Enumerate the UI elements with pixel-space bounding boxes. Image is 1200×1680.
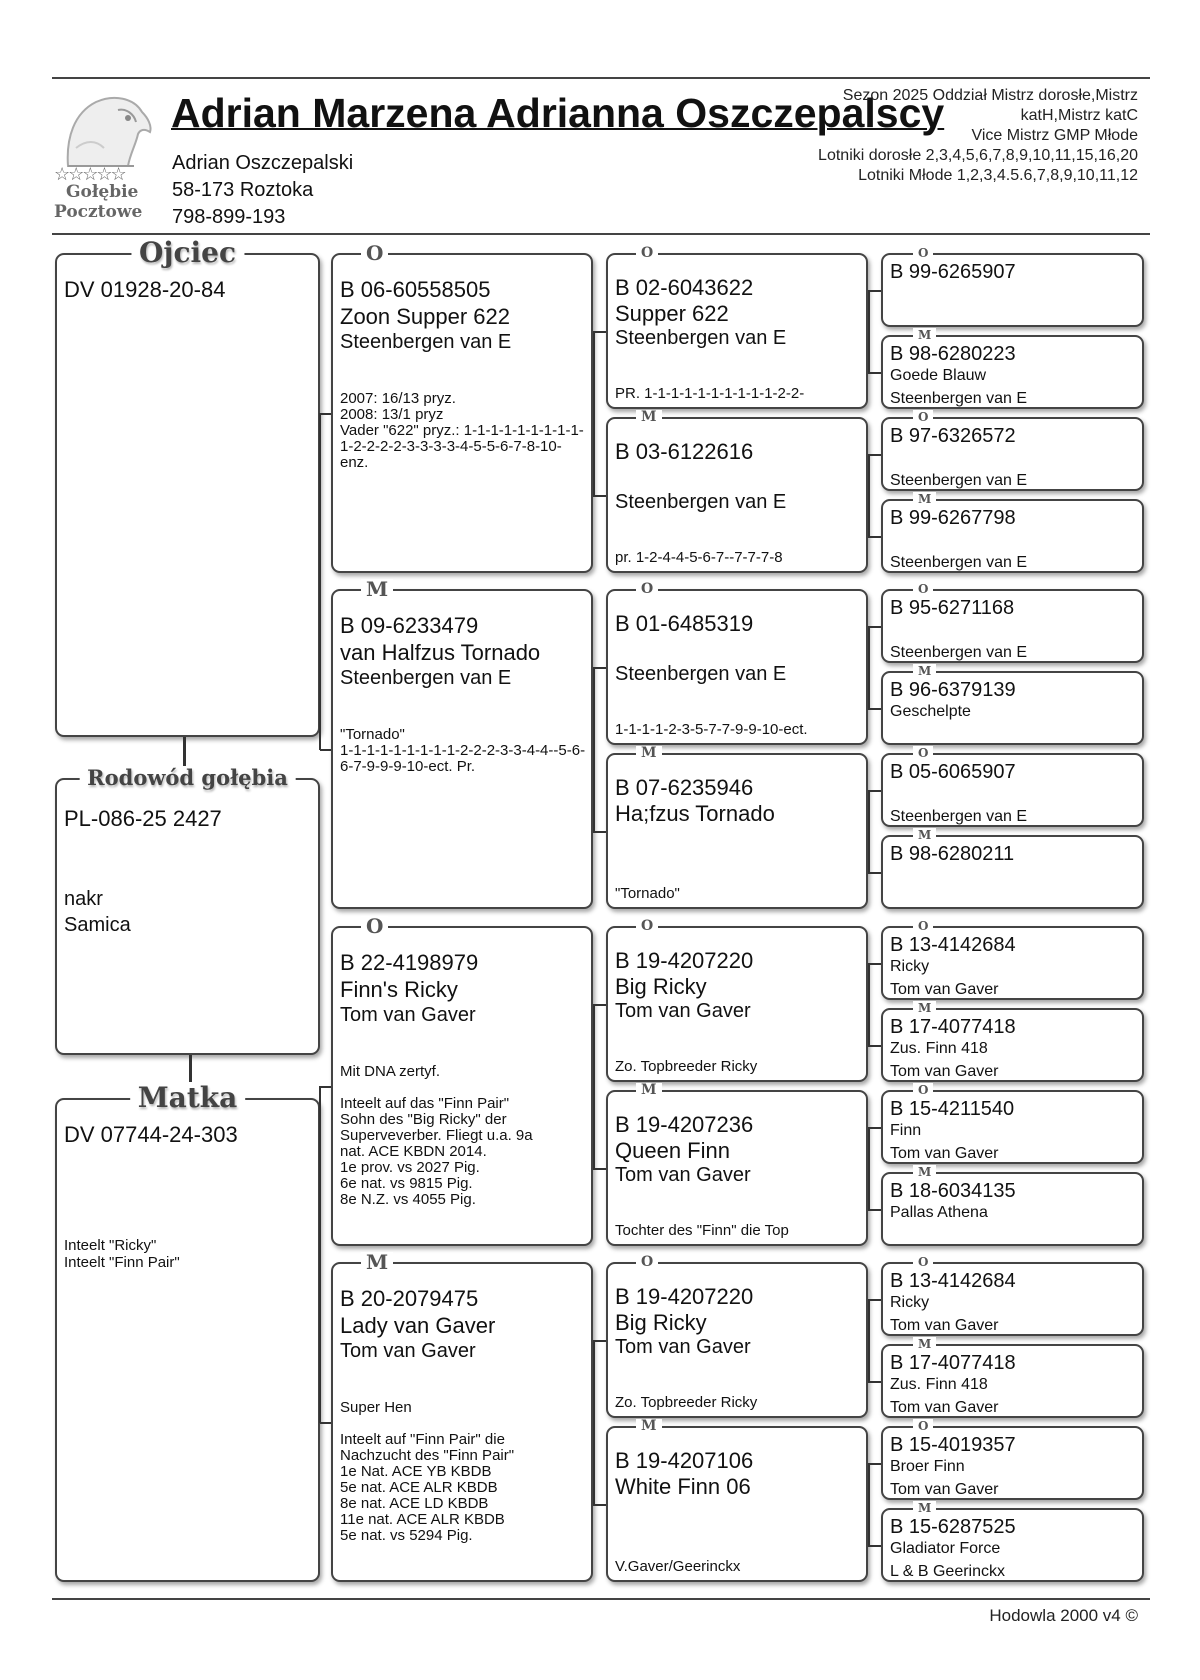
note-line: 8e nat. ACE LD KBDB xyxy=(340,1495,489,1512)
note-line: nat. ACE KBDN 2014. xyxy=(340,1143,487,1160)
ring-number: B 17-4077418 xyxy=(890,1016,1016,1038)
connector xyxy=(868,790,870,872)
breeder: Tom van Gaver xyxy=(890,1399,999,1416)
pigeon-name: Zoon Supper 622 xyxy=(340,304,511,329)
sire-box xyxy=(55,236,320,737)
pigeon-notes xyxy=(340,391,587,471)
dam-label: Matka xyxy=(130,1082,246,1114)
pigeon-note: V.Gaver/Geerinckx xyxy=(615,1559,741,1575)
breeder: Tom van Gaver xyxy=(340,1340,476,1362)
ring-number: B 07-6235946 xyxy=(615,775,754,800)
great-grandparent-box xyxy=(606,1082,868,1246)
note-line: 5e nat. vs 5294 Pig. xyxy=(340,1527,473,1544)
connector xyxy=(868,1545,881,1547)
note-line: "Tornado" xyxy=(340,726,405,743)
subject-sex: Samica xyxy=(64,914,131,936)
ancestor-box xyxy=(881,1255,1144,1336)
connector xyxy=(868,1209,881,1211)
ancestor-box xyxy=(881,582,1144,663)
pigeon-name: Goede Blauw xyxy=(890,367,987,384)
note-line: 6e nat. vs 9815 Pig. xyxy=(340,1175,473,1192)
note-line: 5e nat. ACE ALR KBDB xyxy=(340,1479,498,1496)
ring-number: B 13-4142684 xyxy=(890,934,1016,956)
connector xyxy=(868,1299,870,1381)
breeder: Steenbergen van E xyxy=(615,327,787,349)
pigeon-name: Ricky xyxy=(890,1294,930,1311)
sex-mark: O xyxy=(361,243,388,263)
ring-number: B 99-6267798 xyxy=(890,507,1016,529)
sex-mark: O xyxy=(913,410,933,424)
pigeon-note: PR. 1-1-1-1-1-1-1-1-1-1-2-2- xyxy=(615,386,805,402)
great-grandparent-box xyxy=(606,1418,868,1582)
sex-mark: O xyxy=(913,746,933,760)
ancestor-box xyxy=(881,1337,1144,1418)
connector xyxy=(320,1086,331,1088)
ancestor-box xyxy=(881,328,1144,409)
great-grandparent-box xyxy=(606,745,868,909)
connector xyxy=(593,831,606,833)
note-line: 2008: 13/1 pryz xyxy=(340,406,444,423)
ring-number: B 98-6280223 xyxy=(890,343,1016,365)
great-grandparent-box xyxy=(606,918,868,1082)
great-grandparent-box xyxy=(606,1254,868,1418)
pigeon-note: 1-1-1-1-2-3-5-7-7-9-9-10-ect. xyxy=(615,722,808,738)
ring-number: B 98-6280211 xyxy=(890,843,1015,865)
sex-mark: O xyxy=(636,1255,658,1269)
grandparent-box xyxy=(331,1250,593,1582)
dam-note: Inteelt "Finn Pair" xyxy=(64,1254,180,1271)
ring-number: B 02-6043622 xyxy=(615,275,754,300)
pigeon-note: Zo. Topbreeder Ricky xyxy=(615,1059,758,1075)
pigeon-name: Lady van Gaver xyxy=(340,1313,496,1338)
pigeon-note: Zo. Topbreeder Ricky xyxy=(615,1395,758,1411)
ancestor-box xyxy=(881,246,1144,327)
sire-label: Ojciec xyxy=(131,237,244,269)
great-grandparent-box xyxy=(606,581,868,745)
sex-mark: M xyxy=(913,328,936,342)
logo-text-line2: Pocztowe xyxy=(54,202,143,222)
sex-mark: M xyxy=(636,1419,662,1433)
breeder: Steenbergen van E xyxy=(890,554,1027,571)
season-achievements xyxy=(618,86,1138,186)
connector xyxy=(868,963,870,1045)
ancestor-box xyxy=(881,1001,1144,1082)
sex-mark: O xyxy=(913,1419,933,1433)
pigeon-name: Zus. Finn 418 xyxy=(890,1376,988,1393)
sex-mark: M xyxy=(913,1337,936,1351)
ring-number: B 05-6065907 xyxy=(890,761,1016,783)
breeder: Tom van Gaver xyxy=(340,1004,476,1026)
sex-mark: O xyxy=(636,919,658,933)
connector xyxy=(868,872,881,874)
ancestor-box xyxy=(881,919,1144,1000)
dam-note: Inteelt "Ricky" xyxy=(64,1237,157,1254)
connector xyxy=(593,1504,606,1506)
ring-number: B 20-2079475 xyxy=(340,1286,479,1311)
pigeon-name: Ricky xyxy=(890,958,930,975)
subject-color: nakr xyxy=(64,888,103,910)
sex-mark: O xyxy=(636,246,658,260)
sex-mark: O xyxy=(913,582,933,596)
note-line: 11e nat. ACE ALR KBDB xyxy=(340,1511,505,1528)
sex-mark: O xyxy=(913,1083,933,1097)
pigeon-name: Queen Finn xyxy=(615,1138,730,1163)
page-title: Adrian Marzena Adrianna Oszczepalscy xyxy=(171,90,945,136)
pigeon-name: Big Ricky xyxy=(615,974,707,999)
ring-number: B 19-4207220 xyxy=(615,948,754,973)
pigeon-notes xyxy=(340,1064,587,1208)
sex-mark: O xyxy=(913,919,933,933)
note-line: 1-1-1-1-1-1-1-1-1-2-2-2-3-3-4-4--5-6-6-7-9-9-9-10-ect. Pr. xyxy=(340,742,586,775)
ring-number: B 97-6326572 xyxy=(890,425,1016,447)
pigeon-name: Zus. Finn 418 xyxy=(890,1040,988,1057)
sex-mark: O xyxy=(636,582,658,596)
header-rule xyxy=(52,233,1150,235)
sex-mark: O xyxy=(361,916,388,936)
ring-number: B 09-6233479 xyxy=(340,613,479,638)
connector xyxy=(868,1381,881,1383)
ring-number: B 15-6287525 xyxy=(890,1516,1016,1538)
pigeon-head-icon xyxy=(56,88,156,168)
ring-number: B 06-60558505 xyxy=(340,277,491,302)
ring-number: B 17-4077418 xyxy=(890,1352,1016,1374)
footer-rule xyxy=(52,1598,1150,1600)
pigeon-name: Broer Finn xyxy=(890,1458,965,1475)
club-logo xyxy=(54,86,160,226)
breeder: Tom van Gaver xyxy=(890,1063,999,1080)
note-line: 2007: 16/13 pryz. xyxy=(340,390,456,407)
ancestor-box xyxy=(881,1165,1144,1246)
connector xyxy=(868,536,881,538)
dam-ring: DV 07744-24-303 xyxy=(64,1122,238,1147)
ring-number: B 95-6271168 xyxy=(890,597,1015,619)
breeder: L & B Geerinckx xyxy=(890,1563,1006,1580)
great-grandparent-box xyxy=(606,409,868,573)
breeder: Steenbergen van E xyxy=(890,644,1027,661)
ring-number: B 01-6485319 xyxy=(615,611,754,636)
connector xyxy=(593,495,606,497)
breeder: Tom van Gaver xyxy=(615,1164,751,1186)
dam-box xyxy=(55,1081,320,1582)
note-line: Superveverber. Fliegt u.a. 9a xyxy=(340,1127,533,1144)
sex-mark: O xyxy=(913,246,933,260)
owner-info xyxy=(172,150,353,231)
connector xyxy=(868,1463,870,1545)
pigeon-name: Gladiator Force xyxy=(890,1540,1001,1557)
great-grandparent-box xyxy=(606,245,868,409)
note-line: Sohn des "Big Ricky" der xyxy=(340,1111,507,1128)
sex-mark: M xyxy=(636,410,662,424)
connector xyxy=(593,331,595,495)
ring-number: B 15-4211540 xyxy=(890,1098,1015,1120)
breeder: Tom van Gaver xyxy=(615,1000,751,1022)
breeder: Tom van Gaver xyxy=(890,1481,999,1498)
pigeon-name: Geschelpte xyxy=(890,703,971,720)
pigeon-notes xyxy=(340,727,587,775)
connector xyxy=(320,749,331,751)
breeder: Tom van Gaver xyxy=(890,1317,999,1334)
ring-number: B 19-4207106 xyxy=(615,1448,754,1473)
ancestor-box xyxy=(881,746,1144,827)
season-line: katH,Mistrz katC xyxy=(1020,107,1138,124)
pigeon-name: Big Ricky xyxy=(615,1310,707,1335)
connector xyxy=(320,1422,331,1424)
season-line: Sezon 2025 Oddział Mistrz dorosłe,Mistrz xyxy=(842,87,1138,104)
connector xyxy=(320,413,331,415)
breeder: Tom van Gaver xyxy=(890,981,999,998)
note-line: Nachzucht des "Finn Pair" xyxy=(340,1447,515,1464)
breeder: Steenbergen van E xyxy=(890,472,1027,489)
note-line: 1e Nat. ACE YB KBDB xyxy=(340,1463,492,1480)
ring-number: B 96-6379139 xyxy=(890,679,1016,701)
connector xyxy=(868,372,881,374)
ring-number: B 03-6122616 xyxy=(615,439,754,464)
pigeon-name: White Finn 06 xyxy=(615,1474,751,1499)
owner-address: 58-173 Roztoka xyxy=(172,179,314,201)
subject-ring: PL-086-25 2427 xyxy=(64,806,222,831)
connector xyxy=(183,737,186,767)
note-line: 1e prov. vs 2027 Pig. xyxy=(340,1159,480,1176)
connector xyxy=(868,1127,870,1209)
sex-mark: M xyxy=(636,1083,662,1097)
grandparent-box xyxy=(331,914,593,1246)
ring-number: B 19-4207220 xyxy=(615,1284,754,1309)
pigeon-name: van Halfzus Tornado xyxy=(340,640,541,665)
logo-stars: ☆☆☆☆☆ xyxy=(54,164,125,184)
connector xyxy=(319,413,321,750)
grandparent-box xyxy=(331,241,593,573)
note-line: Inteelt auf "Finn Pair" die xyxy=(340,1431,505,1448)
sex-mark: M xyxy=(361,1252,393,1272)
pigeon-name: Pallas Athena xyxy=(890,1204,988,1221)
season-line: Lotniki Młode 1,2,3,4.5.6,7,8,9,10,11,12 xyxy=(858,167,1138,184)
ancestor-box xyxy=(881,1501,1144,1582)
connector xyxy=(593,1340,595,1504)
note-line: Super Hen xyxy=(340,1399,412,1416)
breeder: Steenbergen van E xyxy=(615,491,787,513)
subject-box xyxy=(55,765,320,1055)
ring-number: B 99-6265907 xyxy=(890,261,1016,283)
sex-mark: M xyxy=(913,1001,936,1015)
ancestor-box xyxy=(881,664,1144,745)
connector xyxy=(593,1168,606,1170)
breeder: Steenbergen van E xyxy=(340,667,512,689)
owner-phone: 798-899-193 xyxy=(172,206,286,228)
breeder: Tom van Gaver xyxy=(615,1336,751,1358)
connector xyxy=(868,290,870,372)
season-line: Lotniki dorosłe 2,3,4,5,6,7,8,9,10,11,15,16,20 xyxy=(818,147,1138,164)
season-line: Vice Mistrz GMP Młode xyxy=(971,127,1138,144)
footer-credit: Hodowla 2000 v4 © xyxy=(989,1606,1138,1625)
sex-mark: M xyxy=(913,664,936,678)
connector xyxy=(868,1045,881,1047)
connector xyxy=(319,1086,321,1423)
note-line: Inteelt auf das "Finn Pair" xyxy=(340,1095,510,1112)
ancestor-box xyxy=(881,492,1144,573)
ring-number: B 19-4207236 xyxy=(615,1112,754,1137)
grandparent-box xyxy=(331,577,593,909)
ancestor-box xyxy=(881,828,1144,909)
sex-mark: M xyxy=(913,1165,936,1179)
pigeon-note: Tochter des "Finn" die Top xyxy=(615,1223,789,1239)
note-line: Mit DNA zertyf. xyxy=(340,1063,441,1080)
connector xyxy=(868,626,870,708)
connector xyxy=(868,708,881,710)
breeder: Steenbergen van E xyxy=(890,808,1027,825)
sex-mark: O xyxy=(913,1255,933,1269)
pigeon-name: Supper 622 xyxy=(615,301,729,326)
note-line: Vader "622" pryz.: 1-1-1-1-1-1-1-1-1-1-2-2-2-2-3-3-3-3-4-5-5-6-7-8-10-enz. xyxy=(340,422,584,471)
ancestor-box xyxy=(881,1419,1144,1500)
pigeon-notes xyxy=(340,1400,587,1544)
sex-mark: M xyxy=(636,746,662,760)
ancestor-box xyxy=(881,1083,1144,1164)
breeder: Steenbergen van E xyxy=(340,331,512,353)
ring-number: B 18-6034135 xyxy=(890,1180,1016,1202)
top-rule xyxy=(52,77,1150,79)
owner-name: Adrian Oszczepalski xyxy=(172,152,354,174)
sex-mark: M xyxy=(361,579,393,599)
pigeon-name: Finn's Ricky xyxy=(340,977,458,1002)
sex-mark: M xyxy=(913,828,936,842)
sex-mark: M xyxy=(913,492,936,506)
pigeon-note: "Tornado" xyxy=(615,886,680,902)
ring-number: B 13-4142684 xyxy=(890,1270,1016,1292)
logo-text-line1: Gołębie xyxy=(66,182,139,202)
breeder: Steenbergen van E xyxy=(890,390,1027,407)
connector xyxy=(593,1004,595,1168)
ancestor-box xyxy=(881,410,1144,491)
pigeon-note: pr. 1-2-4-4-5-6-7--7-7-7-8 xyxy=(615,550,783,566)
ring-number: B 22-4198979 xyxy=(340,950,479,975)
pigeon-name: Ha;fzus Tornado xyxy=(615,801,775,826)
breeder: Steenbergen van E xyxy=(615,663,787,685)
note-line xyxy=(340,1416,587,1432)
connector xyxy=(868,454,870,536)
note-line: 8e N.Z. vs 4055 Pig. xyxy=(340,1191,476,1208)
sire-ring: DV 01928-20-84 xyxy=(64,277,226,302)
subject-label: Rodowód gołębia xyxy=(79,766,296,790)
sex-mark: M xyxy=(913,1501,936,1515)
breeder: Tom van Gaver xyxy=(890,1145,999,1162)
connector xyxy=(593,667,595,831)
pigeon-name: Finn xyxy=(890,1122,922,1139)
ring-number: B 15-4019357 xyxy=(890,1434,1016,1456)
note-line xyxy=(340,1080,587,1096)
